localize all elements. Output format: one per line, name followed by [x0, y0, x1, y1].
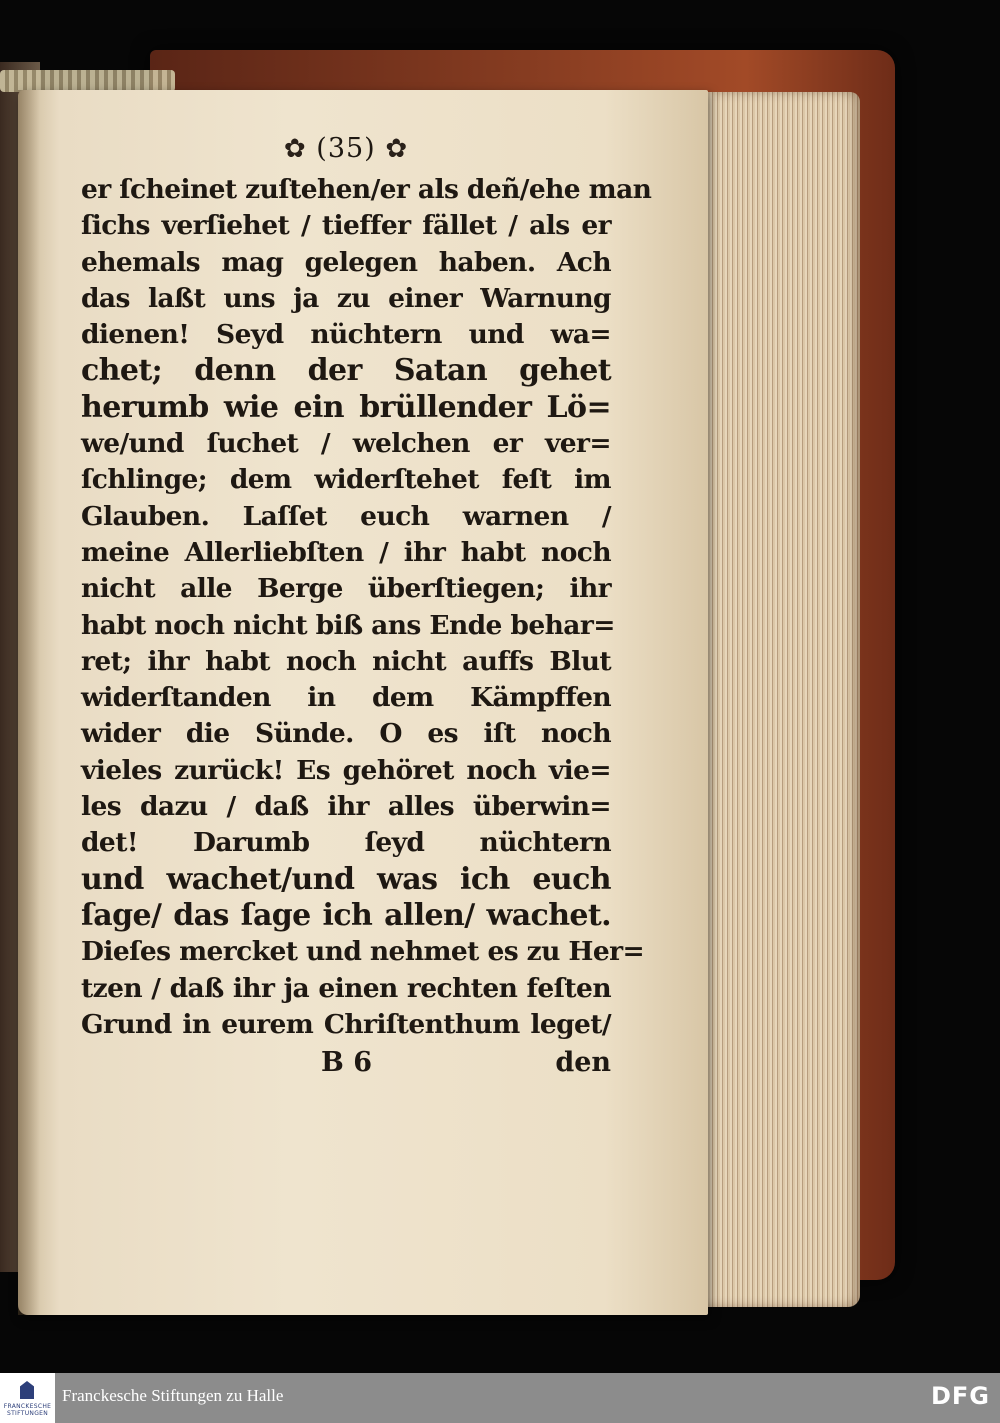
- logo-text-line: STIFTUNGEN: [6, 1410, 49, 1417]
- logo-text: [2, 1403, 53, 1417]
- ornament-left-icon: ✿: [283, 134, 307, 164]
- text-line: ret; ihr habt noch nicht auffs Blut: [81, 645, 611, 677]
- text-line: Glauben. Laſſet euch warnen /: [81, 500, 611, 532]
- text-line: tzen / daß ihr ja einen rechten feſten: [81, 972, 611, 1004]
- signature-mark: B 6: [321, 1047, 373, 1079]
- text-line: Dieſes mercket und nehmet es zu Her=: [81, 936, 645, 968]
- text-line: we/und ſuchet / welchen er ver=: [81, 428, 611, 460]
- page-gutter: [18, 90, 40, 1315]
- text-line: ehemals mag gelegen haben. Ach: [81, 246, 611, 278]
- footer-bar: [0, 1373, 1000, 1423]
- text-line: Grund in eurem Chriſtenthum leget/: [81, 1008, 611, 1040]
- headband: [0, 70, 175, 92]
- text-line: ſichs verſiehet / tieffer fället / als er: [81, 210, 611, 242]
- text-line: les dazu / daß ihr alles überwin=: [81, 791, 611, 823]
- ornament-right-icon: ✿: [385, 134, 409, 164]
- text-line: er ſcheinet zuſtehen/er als deñ/ehe man: [81, 174, 652, 205]
- text-line: wider die Sünde. O es iſt noch: [81, 718, 611, 750]
- institution-name[interactable]: Franckesche Stiftungen zu Halle: [62, 1386, 284, 1405]
- text-line: chet; denn der Satan gehet: [81, 353, 611, 389]
- book-page: [18, 90, 708, 1315]
- text-line: ſchlinge; dem widerſtehet feſt im: [81, 464, 611, 496]
- page-edges: [690, 92, 860, 1307]
- text-line: habt noch nicht biß ans Ende behar=: [81, 609, 615, 641]
- catchword: den: [555, 1047, 611, 1079]
- dfg-logo[interactable]: DFG: [930, 1382, 990, 1410]
- text-line: nicht alle Berge überſtiegen; ihr: [81, 573, 611, 605]
- text-line: herumb wie ein brüllender Lö=: [81, 389, 611, 425]
- text-block: [81, 132, 652, 1081]
- text-line: vieles zurück! Es gehöret noch vie=: [81, 754, 611, 786]
- text-line: det! Darumb ſeyd nüchtern: [81, 827, 611, 859]
- text-line: ſage/ das ſage ich allen/ wachet.: [81, 897, 611, 933]
- page-footer: [81, 1045, 611, 1081]
- page-number: (35): [316, 133, 376, 164]
- text-line: und wachet/und was ich euch: [81, 861, 611, 897]
- text-line: widerſtanden in dem Kämpffen: [81, 682, 611, 714]
- logo-text-line: FRANCKESCHE: [3, 1403, 52, 1410]
- text-line: das laßt uns ja zu einer Warnung: [81, 282, 611, 314]
- building-icon: [20, 1381, 34, 1399]
- text-line: meine Allerliebſten / ihr habt noch: [81, 536, 611, 568]
- institution-logo[interactable]: [0, 1373, 55, 1423]
- text-line: dienen! Seyd nüchtern und wa=: [81, 319, 611, 351]
- page-header: [81, 132, 611, 172]
